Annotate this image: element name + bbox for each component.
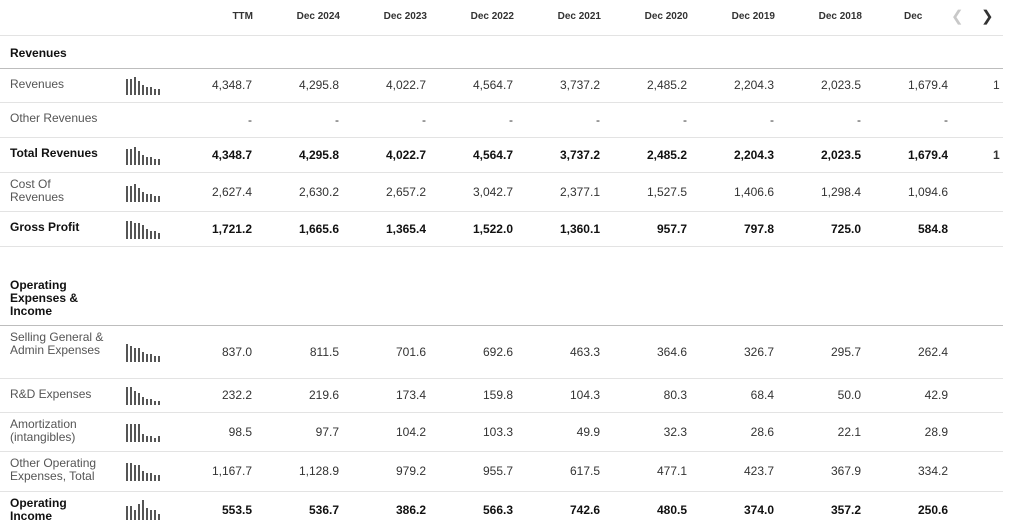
table-cell-partial: 1 [993,78,1000,92]
sparkline-bar [158,401,160,405]
sparkline-bar [154,438,156,442]
sparkline-bar [142,192,144,202]
table-row [0,137,1003,173]
table-cell: 3,737.2 [559,78,600,92]
table-cell: 103.3 [482,425,513,439]
column-header: Dec 2020 [644,11,688,22]
row-label: Other Operating Expenses, Total [10,456,97,483]
sparkline-bar [126,79,128,95]
sparkline-bar [134,391,136,405]
table-row [0,68,1003,103]
column-header: Dec 2024 [296,11,340,22]
table-cell: 701.6 [395,345,426,359]
table-cell: 295.7 [830,345,861,359]
sparkline-bar [154,510,156,520]
table-cell: 2,485.2 [646,148,687,162]
sparkline-bar [158,475,160,481]
table-cell: 50.0 [837,388,861,402]
table-cell: - [335,113,339,127]
table-cell: 2,023.5 [820,148,861,162]
table-cell: 1,665.6 [298,222,339,236]
table-cell: 4,348.7 [211,78,252,92]
sparkline-chart-icon[interactable] [126,385,166,405]
sparkline-bar [146,87,148,95]
sparkline-bar [150,399,152,405]
sparkline-bar [150,354,152,362]
table-cell: 1,522.0 [472,222,513,236]
table-cell: 480.5 [656,503,687,517]
table-cell: 2,023.5 [820,78,861,92]
table-cell: 4,022.7 [385,78,426,92]
table-cell: 232.2 [221,388,252,402]
table-cell: 80.3 [663,388,687,402]
table-cell: - [596,113,600,127]
sparkline-bar [138,223,140,239]
row-label: R&D Expenses [10,387,92,401]
sparkline-bar [134,147,136,165]
table-cell: 104.3 [569,388,600,402]
sparkline-bar [158,436,160,442]
sparkline-bar [150,157,152,165]
table-cell: 477.1 [656,464,687,478]
table-row [0,491,1003,529]
table-cell: 553.5 [221,503,252,517]
table-cell: 250.6 [917,503,948,517]
sparkline-bar [158,514,160,520]
table-cell: 2,630.2 [298,185,339,199]
row-label: Selling General & Admin Expenses [10,330,104,357]
table-cell: 957.7 [656,222,687,236]
sparkline-bar [154,231,156,239]
sparkline-bar [154,401,156,405]
table-cell: 692.6 [482,345,513,359]
table-cell: 725.0 [830,222,861,236]
table-row [0,102,1003,138]
table-cell: - [422,113,426,127]
table-cell: 367.9 [830,464,861,478]
table-cell: 219.6 [308,388,339,402]
table-cell: 1,527.5 [646,185,687,199]
sparkline-bar [134,348,136,362]
row-label: Amortization (intangibles) [10,417,77,444]
sparkline-bar [142,397,144,405]
sparkline-chart-icon[interactable] [126,500,166,520]
table-cell: 357.2 [830,503,861,517]
sparkline-bar [130,149,132,165]
sparkline-bar [126,463,128,481]
sparkline-bar [142,155,144,165]
table-cell: 742.6 [569,503,600,517]
table-cell: 4,295.8 [298,78,339,92]
sparkline-bar [134,184,136,202]
sparkline-bar [158,356,160,362]
table-cell: 3,042.7 [472,185,513,199]
table-cell: 2,485.2 [646,78,687,92]
sparkline-bar [138,81,140,95]
table-cell: 566.3 [482,503,513,517]
table-cell: 1,365.4 [385,222,426,236]
table-cell: 837.0 [221,345,252,359]
sparkline-bar [130,424,132,442]
sparkline-bar [130,387,132,405]
table-cell: 955.7 [482,464,513,478]
sparkline-bar [126,344,128,362]
table-row [0,211,1003,247]
table-cell: 423.7 [743,464,774,478]
sparkline-bar [154,89,156,95]
table-cell: 104.2 [395,425,426,439]
sparkline-bar [146,473,148,481]
table-cell: 536.7 [308,503,339,517]
sparkline-bar [146,399,148,405]
sparkline-bar [130,463,132,481]
sparkline-bar [130,221,132,239]
section-row [0,246,1003,326]
sparkline-bar [130,79,132,95]
table-cell: - [944,113,948,127]
sparkline-bar [126,149,128,165]
sparkline-bar [150,510,152,520]
sparkline-chart-icon[interactable] [126,145,166,165]
table-cell: 364.6 [656,345,687,359]
table-cell: - [509,113,513,127]
table-row [0,451,1003,492]
sparkline-chart-icon[interactable] [126,461,166,481]
sparkline-bar [126,186,128,202]
table-cell: 173.4 [395,388,426,402]
table-cell: 584.8 [917,222,948,236]
table-cell: 811.5 [309,345,339,359]
sparkline-bar [130,186,132,202]
table-cell: 1,360.1 [559,222,600,236]
table-cell: 28.6 [750,425,774,439]
row-label: Operating Income [10,496,67,523]
sparkline-bar [126,221,128,239]
sparkline-bar [138,465,140,481]
table-cell: 797.8 [743,222,774,236]
table-cell: 1,128.9 [298,464,339,478]
column-header: TTM [232,11,253,22]
table-cell: 28.9 [924,425,948,439]
table-cell: 159.8 [482,388,513,402]
table-cell: 32.3 [663,425,687,439]
sparkline-bar [134,424,136,442]
table-cell: - [857,113,861,127]
sparkline-bar [142,225,144,239]
row-label: Other Revenues [10,111,98,125]
table-cell: 97.7 [315,425,339,439]
table-row [0,325,1003,379]
table-cell: 68.4 [750,388,774,402]
table-cell: 617.5 [569,464,600,478]
section-row [0,36,1003,69]
table-cell: 2,204.3 [733,148,774,162]
table-cell: 979.2 [395,464,426,478]
table-cell: 2,627.4 [211,185,252,199]
table-cell: 374.0 [743,503,774,517]
sparkline-bar [142,500,144,520]
sparkline-bar [138,188,140,202]
table-cell: 4,022.7 [385,148,426,162]
row-label: Gross Profit [10,220,80,234]
column-header: Dec 2019 [731,11,775,22]
sparkline-bar [146,508,148,520]
sparkline-bar [158,89,160,95]
sparkline-bar [154,196,156,202]
sparkline-bar [138,151,140,165]
sparkline-bar [134,465,136,481]
sparkline-bar [154,475,156,481]
table-cell-partial: 1 [993,148,1000,162]
table-cell: 326.7 [743,345,774,359]
sparkline-bar [150,231,152,239]
table-cell: 334.2 [917,464,948,478]
table-row [0,412,1003,452]
column-header: Dec 2022 [470,11,514,22]
table-cell: 42.9 [924,388,948,402]
table-cell: 4,564.7 [472,78,513,92]
section-title: Revenues [10,46,67,60]
sparkline-bar [134,223,136,239]
table-cell: 1,094.6 [907,185,948,199]
table-cell: 262.4 [917,345,948,359]
column-header: Dec 2018 [818,11,862,22]
sparkline-bar [142,85,144,95]
column-header-partial: Dec [904,11,923,22]
sparkline-bar [142,471,144,481]
sparkline-bar [134,510,136,520]
sparkline-bar [150,194,152,202]
sparkline-bar [126,506,128,520]
sparkline-bar [130,346,132,362]
row-label: Revenues [10,77,65,91]
chevron-left-icon[interactable]: ❮ [951,8,964,25]
sparkline-bar [134,77,136,95]
table-cell: 4,564.7 [472,148,513,162]
table-cell: 22.1 [837,425,861,439]
sparkline-bar [142,434,144,442]
table-cell: 2,204.3 [733,78,774,92]
sparkline-bar [146,229,148,239]
sparkline-bar [154,159,156,165]
section-title: Operating Expenses & Income [10,278,79,318]
sparkline-bar [150,436,152,442]
sparkline-bar [146,157,148,165]
row-label: Total Revenues [10,146,98,160]
table-cell: 4,295.8 [298,148,339,162]
sparkline-bar [142,352,144,362]
table-cell: 1,679.4 [907,78,948,92]
sparkline-bar [126,387,128,405]
sparkline-bar [138,348,140,362]
column-header: Dec 2023 [383,11,427,22]
table-cell: 1,406.6 [733,185,774,199]
sparkline-chart-icon[interactable] [126,422,166,442]
table-cell: 386.2 [395,503,426,517]
table-cell: 2,657.2 [385,185,426,199]
sparkline-bar [126,424,128,442]
table-cell: - [683,113,687,127]
sparkline-bar [150,473,152,481]
table-cell: 3,737.2 [559,148,600,162]
sparkline-chart-icon[interactable] [126,342,166,362]
sparkline-bar [138,504,140,520]
sparkline-bar [138,393,140,405]
sparkline-bar [146,436,148,442]
column-header: Dec 2021 [557,11,601,22]
sparkline-bar [150,87,152,95]
table-header [0,0,1003,36]
table-cell: 1,298.4 [820,185,861,199]
sparkline-bar [158,159,160,165]
sparkline-bar [138,424,140,442]
table-cell: 49.9 [576,425,600,439]
table-cell: 1,679.4 [907,148,948,162]
table-cell: 98.5 [228,425,252,439]
sparkline-bar [146,354,148,362]
sparkline-bar [158,233,160,239]
sparkline-chart-icon[interactable] [126,75,166,95]
row-label: Cost Of Revenues [10,177,65,204]
sparkline-chart-icon[interactable] [126,219,166,239]
sparkline-bar [130,506,132,520]
table-cell: - [248,113,252,127]
sparkline-bar [146,194,148,202]
chevron-right-icon[interactable]: ❯ [981,8,994,25]
table-cell: 1,167.7 [211,464,252,478]
sparkline-bar [158,196,160,202]
table-cell: 2,377.1 [559,185,600,199]
sparkline-chart-icon[interactable] [126,182,166,202]
sparkline-bar [154,356,156,362]
table-cell: 463.3 [569,345,600,359]
table-cell: - [770,113,774,127]
table-row [0,378,1003,413]
table-cell: 1,721.2 [211,222,252,236]
table-cell: 4,348.7 [211,148,252,162]
table-row [0,172,1003,212]
